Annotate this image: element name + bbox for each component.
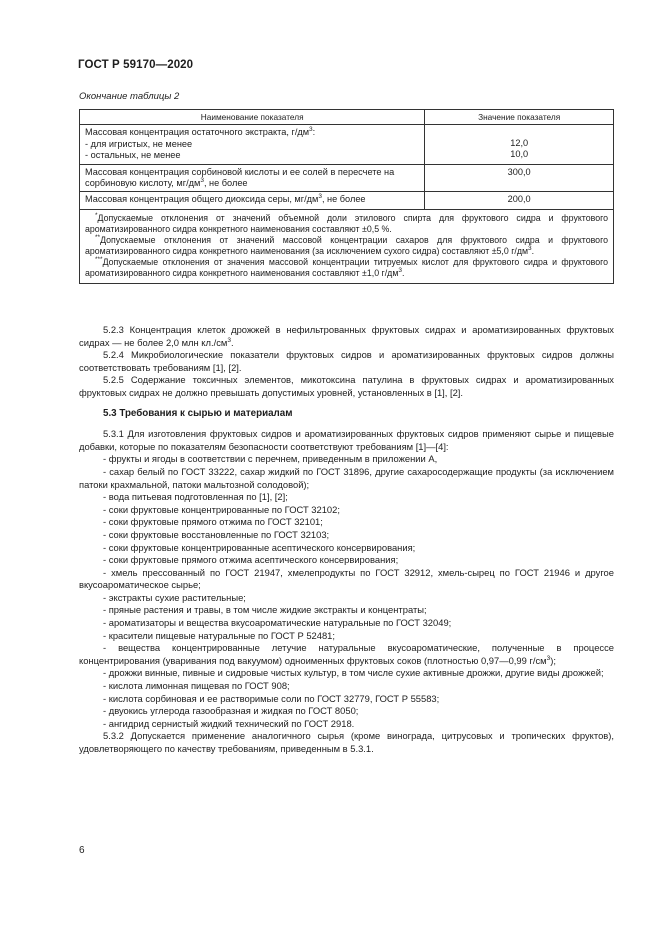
- list-item: - красители пищевые натуральные по ГОСТ Р 52481;: [103, 629, 335, 641]
- table-caption: Окончание таблицы 2: [79, 91, 180, 102]
- list-item: - соки фруктовые концентрированные по ГОСТ 32102;: [103, 503, 340, 515]
- paragraph-5-2-5: 5.2.5 Содержание токсичных элементов, микотоксина патулина в фруктовых сидрах и ароматизированных фруктовых сидрах не должно превышать допустимых уровней, установленных в [1], [2].: [79, 374, 614, 398]
- table-cell-name: [80, 125, 425, 164]
- list-item: - дрожжи винные, пивные и сидровые чистых культур, в том числе сухие активные дрожжи, другие виды дрожжей;: [103, 667, 604, 679]
- table-cell-value: 200,0: [425, 192, 614, 209]
- list-item: - ароматизаторы и вещества вкусоароматические натуральные по ГОСТ 32049;: [103, 617, 452, 629]
- column-header-name: Наименование показателя: [80, 110, 425, 125]
- indicators-table: [79, 109, 614, 284]
- list-item: - кислота лимонная пищевая по ГОСТ 908;: [103, 680, 290, 692]
- document-body: [79, 324, 614, 756]
- list-item: - соки фруктовые прямого отжима по ГОСТ 32101;: [103, 516, 323, 528]
- table-row: [80, 164, 614, 192]
- section-heading-5-3: 5.3 Требования к сырью и материалам: [103, 407, 293, 419]
- list-item: - сахар белый по ГОСТ 33222, сахар жидкий по ГОСТ 31896, другие сахаросодержащие продукты (за исключением патоки крахмальной, патоки мальтозной солодовой);: [79, 465, 614, 490]
- table-row: [80, 192, 614, 209]
- value-other: 10,0: [510, 149, 529, 160]
- table-cell-name: Массовая концентрация сорбиновой кислоты и ее солей в пересчете на сорбиновую кислоту, $мг/дм^3$, не более: [80, 164, 425, 192]
- footnote: *Допускаемые отклонения от значений объемной доли этилового спирта для фруктового сидра и фруктового ароматизированного сидра конкретного наименования составляют ±0,5 %.: [85, 211, 608, 234]
- list-item: - вода питьевая подготовленная по [1], [2];: [103, 491, 288, 503]
- footnote: **Допускаемые отклонения от значений массовой концентрации сахаров для фруктового сидра и фруктового ароматизированного сидра конкретного наименования (за исключением сухого сидра) составляют ±5,0 $г/дм^3$.: [85, 233, 608, 256]
- list-item: - соки фруктовые концентрированные асептического консервирования;: [103, 541, 416, 553]
- footnote: ***Допускаемые отклонения от значения массовой концентрации титруемых кислот для фруктового сидра и фруктового ароматизированного сидра конкретного наименования составляют ±1,0 $г/дм^3$.: [85, 255, 608, 278]
- document-code-header: ГОСТ Р 59170—2020: [78, 59, 194, 71]
- paragraph-5-3-2: 5.3.2 Допускается применение аналогичного сырья (кроме винограда, цитрусовых и тропических фруктов), удовлетворяющего по качеству требованиям, приведенным в 5.3.1.: [79, 730, 614, 754]
- table-cell-value: 300,0: [425, 164, 614, 192]
- paragraph-5-2-3: 5.2.3 Концентрация клеток дрожжей в нефильтрованных фруктовых сидрах и ароматизированных фруктовых сидрах — не более 2,0 млн $кл./см^3$.: [79, 324, 614, 348]
- table-cell-name: Массовая концентрация общего диоксида серы, $мг/дм^3$, не более: [80, 192, 425, 209]
- list-item: - фрукты и ягоды в соответствии с перечнем, приведенным в приложении А,: [103, 453, 438, 465]
- list-item: - кислота сорбиновая и ее растворимые соли по ГОСТ 32779, ГОСТ Р 55583;: [103, 692, 440, 704]
- list-item: - экстракты сухие растительные;: [103, 591, 246, 603]
- paragraph-5-3-1: 5.3.1 Для изготовления фруктовых сидров и ароматизированных фруктовых сидров применяют сырье и пищевые добавки, которые по показателям безопасности соответствуют требованиям [1]—[4]:: [79, 428, 614, 452]
- list-item: - ангидрид сернистый жидкий технический по ГОСТ 2918.: [103, 717, 355, 729]
- list-item: - соки фруктовые прямого отжима асептического консервирования;: [103, 554, 399, 566]
- paragraph-5-2-4: 5.2.4 Микробиологические показатели фруктовых сидров и ароматизированных фруктовых сидров должны соответствовать требованиям [1], [2].: [79, 349, 614, 373]
- page-number: 6: [79, 845, 85, 856]
- row-subitem: - для игристых, не менее: [85, 138, 193, 149]
- list-item: - пряные растения и травы, в том числе жидкие экстракты и концентраты;: [103, 604, 427, 616]
- row-subitem: - остальных, не менее: [85, 150, 181, 161]
- table-cell-value: [425, 125, 614, 164]
- value-sparkling: 12,0: [510, 137, 529, 148]
- table-footnotes: [80, 209, 614, 283]
- table-header-row: [80, 110, 614, 125]
- table-notes-row: [80, 209, 614, 283]
- list-item: - вещества концентрированные летучие натуральные вкусоароматические, полученные в процессе концентрирования (уваривания под вакуумом) одноименных фруктовых соков (плотностью 0,97—0,99 $г/см^3$);: [79, 642, 614, 666]
- column-header-value: Значение показателя: [425, 110, 614, 125]
- list-item: - соки фруктовые восстановленные по ГОСТ 32103;: [103, 528, 330, 540]
- row-title: Массовая концентрация остаточного экстракта, $г/дм^3$:: [85, 126, 316, 138]
- table-row: [80, 125, 614, 164]
- list-item: - хмель прессованный по ГОСТ 21947, хмелепродукты по ГОСТ 32912, хмель-сырец по ГОСТ 21946 и другое вкусоароматическое сырье;: [79, 566, 614, 591]
- list-item: - двуокись углерода газообразная и жидкая по ГОСТ 8050;: [103, 705, 359, 717]
